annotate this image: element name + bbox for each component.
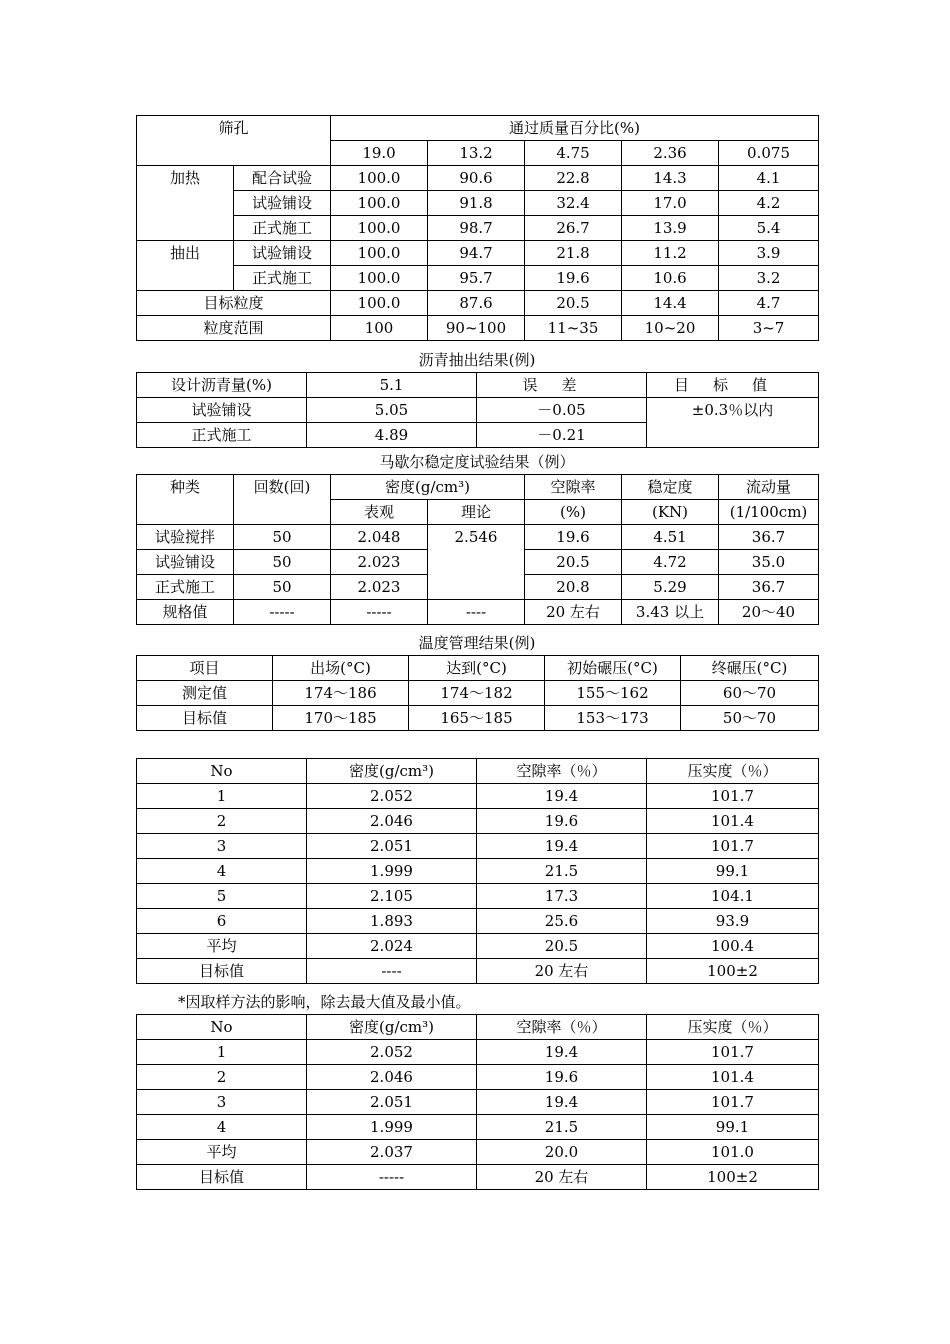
table-cell: 20 左右 (525, 600, 622, 625)
flow-unit: (1/100cm) (719, 500, 819, 525)
table-cell: 101.7 (647, 1040, 819, 1065)
apparent-header: 表观 (331, 500, 428, 525)
table-cell: 91.8 (428, 191, 525, 216)
table-cell: 32.4 (525, 191, 622, 216)
table-cell: 20.5 (525, 550, 622, 575)
asphalt-table (136, 372, 819, 448)
table-cell: 21.5 (477, 1115, 647, 1140)
table-cell: 2.105 (307, 884, 477, 909)
table-cell: 36.7 (719, 575, 819, 600)
compaction-table-2 (136, 1014, 819, 1190)
asphalt-table-block (136, 372, 818, 448)
column-header: 出场(°C) (273, 656, 409, 681)
table-cell: 2.023 (331, 550, 428, 575)
table-cell: 100 (331, 316, 428, 341)
table-cell: 2.046 (307, 1065, 477, 1090)
table-cell: 101.7 (647, 1090, 819, 1115)
sieve-header-cell: 筛孔 (137, 116, 331, 166)
design-asphalt-value: 5.1 (307, 373, 477, 398)
table-row (137, 373, 819, 398)
row-label: 正式施工 (234, 266, 331, 291)
table-cell: 10~20 (622, 316, 719, 341)
table-cell: 60～70 (681, 681, 819, 706)
sieve-size: 2.36 (622, 141, 719, 166)
density-header: 密度(g/cm³) (331, 475, 525, 500)
table-cell: 174～186 (273, 681, 409, 706)
table-cell: 11~35 (525, 316, 622, 341)
temperature-table (136, 655, 819, 731)
table-cell: 101.7 (647, 784, 819, 809)
table-cell: 5.05 (307, 398, 477, 423)
table-cell: 20～40 (719, 600, 819, 625)
gradation-range-row (137, 316, 819, 341)
table-row (137, 859, 819, 884)
table-cell: 2.052 (307, 784, 477, 809)
row-label: 配合试验 (234, 166, 331, 191)
sampling-note: *因取样方法的影响，除去最大值及最小值。 (178, 993, 471, 1011)
table-row (137, 1115, 819, 1140)
table-cell: 20 左右 (477, 959, 647, 984)
table-cell: 94.7 (428, 241, 525, 266)
temperature-title: 温度管理结果(例) (418, 634, 536, 652)
table-cell: 平均 (137, 1140, 307, 1165)
table-cell: 3.2 (719, 266, 819, 291)
table-cell: 2.048 (331, 525, 428, 550)
table-cell: 19.6 (477, 1065, 647, 1090)
compaction-table-2-block (136, 1014, 818, 1190)
table-cell: 4.7 (719, 291, 819, 316)
row-label: 目标值 (137, 706, 273, 731)
temperature-table-block (136, 655, 818, 731)
table-cell: 6 (137, 909, 307, 934)
flow-header: 流动量 (719, 475, 819, 500)
table-cell: 26.7 (525, 216, 622, 241)
marshall-table-block (136, 474, 818, 625)
design-asphalt-header: 设计沥青量(%) (137, 373, 307, 398)
sieve-size: 13.2 (428, 141, 525, 166)
table-row (137, 475, 819, 500)
table-header-row (137, 656, 819, 681)
sieve-table (136, 115, 819, 341)
table-row (137, 884, 819, 909)
table-cell: 17.0 (622, 191, 719, 216)
table-cell: 100.0 (331, 166, 428, 191)
table-cell: 25.6 (477, 909, 647, 934)
stability-header: 稳定度 (622, 475, 719, 500)
kind-header: 种类 (137, 475, 234, 525)
table-cell: 2.023 (331, 575, 428, 600)
table-row (137, 1065, 819, 1090)
table-cell: 平均 (137, 934, 307, 959)
table-cell: 99.1 (647, 859, 819, 884)
spec-row (137, 600, 819, 625)
row-label: 测定值 (137, 681, 273, 706)
table-cell: 36.7 (719, 525, 819, 550)
table-cell: 2.024 (307, 934, 477, 959)
table-cell: 101.7 (647, 834, 819, 859)
table-cell: 174～182 (409, 681, 545, 706)
table-cell: 50 (234, 525, 331, 550)
target-range-value: ±0.3％以内 (647, 398, 819, 448)
table-cell: 4.51 (622, 525, 719, 550)
column-header: 终碾压(°C) (681, 656, 819, 681)
table-cell: 1 (137, 784, 307, 809)
row-label: 正式施工 (137, 575, 234, 600)
table-cell: 19.6 (525, 266, 622, 291)
table-cell: 104.1 (647, 884, 819, 909)
table-cell: 21.8 (525, 241, 622, 266)
table-cell: 22.8 (525, 166, 622, 191)
table-cell: 2.052 (307, 1040, 477, 1065)
table-cell: 3~7 (719, 316, 819, 341)
table-cell: 153～173 (545, 706, 681, 731)
table-row (137, 834, 819, 859)
table-row (137, 959, 819, 984)
target-value-header: 目标值 (647, 373, 819, 398)
table-cell: 4.89 (307, 423, 477, 448)
column-header: No (137, 759, 307, 784)
table-cell: 100.0 (331, 216, 428, 241)
group-extract-label: 抽出 (137, 241, 234, 291)
row-label: 试验铺设 (137, 550, 234, 575)
table-cell: 19.4 (477, 1090, 647, 1115)
table-row (137, 681, 819, 706)
table-row (137, 216, 819, 241)
table-cell: ---- (307, 959, 477, 984)
column-header: 项目 (137, 656, 273, 681)
table-cell: 17.3 (477, 884, 647, 909)
sieve-header-row (137, 116, 819, 141)
table-cell: 1.999 (307, 1115, 477, 1140)
table-cell: 11.2 (622, 241, 719, 266)
theory-density-value: 2.546 (428, 525, 525, 600)
table-row (137, 525, 819, 550)
table-row (137, 706, 819, 731)
table-cell: 50 (234, 575, 331, 600)
column-header: 空隙率（％） (477, 1015, 647, 1040)
table-cell: 19.4 (477, 1040, 647, 1065)
group-heat-label: 加热 (137, 166, 234, 241)
table-row (137, 784, 819, 809)
table-cell: 20.5 (525, 291, 622, 316)
table-cell: 1.893 (307, 909, 477, 934)
table-cell: 14.4 (622, 291, 719, 316)
column-header: 初始碾压(°C) (545, 656, 681, 681)
void-header: 空隙率 (525, 475, 622, 500)
table-cell: 1 (137, 1040, 307, 1065)
row-label: 试验铺设 (234, 241, 331, 266)
table-cell: 100±2 (647, 959, 819, 984)
row-label: 试验搅拌 (137, 525, 234, 550)
table-cell: 21.5 (477, 859, 647, 884)
table-cell: 2.051 (307, 1090, 477, 1115)
table-cell: 2.046 (307, 809, 477, 834)
column-header: No (137, 1015, 307, 1040)
table-cell: 2.051 (307, 834, 477, 859)
table-cell: 35.0 (719, 550, 819, 575)
table-cell: －0.05 (477, 398, 647, 423)
table-cell: 3 (137, 1090, 307, 1115)
row-label: 目标粒度 (137, 291, 331, 316)
table-cell: －0.21 (477, 423, 647, 448)
column-header: 压实度（％） (647, 1015, 819, 1040)
table-cell: 100.4 (647, 934, 819, 959)
table-cell: 20.8 (525, 575, 622, 600)
target-gradation-row (137, 291, 819, 316)
table-cell: 101.4 (647, 809, 819, 834)
table-cell: 5 (137, 884, 307, 909)
table-cell: 13.9 (622, 216, 719, 241)
asphalt-title: 沥青抽出结果(例) (418, 351, 536, 369)
table-row (137, 1140, 819, 1165)
table-cell: 10.6 (622, 266, 719, 291)
table-cell: 20.5 (477, 934, 647, 959)
table-cell: 19.6 (477, 809, 647, 834)
table-cell: 50 (234, 550, 331, 575)
table-cell: ----- (331, 600, 428, 625)
row-label: 规格值 (137, 600, 234, 625)
table-cell: 5.4 (719, 216, 819, 241)
table-cell: 5.29 (622, 575, 719, 600)
table-cell: ---- (428, 600, 525, 625)
table-cell: 100.0 (331, 291, 428, 316)
table-cell: 101.4 (647, 1065, 819, 1090)
table-row (137, 809, 819, 834)
table-cell: 1.999 (307, 859, 477, 884)
table-cell: 20.0 (477, 1140, 647, 1165)
table-cell: 4.1 (719, 166, 819, 191)
table-cell: 87.6 (428, 291, 525, 316)
row-label: 正式施工 (137, 423, 307, 448)
table-row (137, 166, 819, 191)
table-cell: 19.4 (477, 834, 647, 859)
table-cell: 50～70 (681, 706, 819, 731)
table-row (137, 1165, 819, 1190)
table-cell: 100.0 (331, 266, 428, 291)
row-label: 试验铺设 (137, 398, 307, 423)
table-cell: 100.0 (331, 241, 428, 266)
table-cell: 19.4 (477, 784, 647, 809)
column-header: 压实度（％） (647, 759, 819, 784)
marshall-table (136, 474, 819, 625)
table-cell: 165～185 (409, 706, 545, 731)
table-row (137, 266, 819, 291)
marshall-title: 马歇尔稳定度试验结果（例） (379, 453, 575, 471)
void-unit: (%) (525, 500, 622, 525)
table-cell: 90~100 (428, 316, 525, 341)
table-row (137, 909, 819, 934)
table-cell: 14.3 (622, 166, 719, 191)
table-cell: 95.7 (428, 266, 525, 291)
table-cell: 100±2 (647, 1165, 819, 1190)
table-cell: 99.1 (647, 1115, 819, 1140)
theory-header: 理论 (428, 500, 525, 525)
table-cell: 90.6 (428, 166, 525, 191)
table-row (137, 398, 819, 423)
table-header-row (137, 1015, 819, 1040)
table-cell: 4 (137, 1115, 307, 1140)
column-header: 密度(g/cm³) (307, 759, 477, 784)
table-cell: 2.037 (307, 1140, 477, 1165)
pass-percent-header: 通过质量百分比(%) (331, 116, 819, 141)
table-row (137, 1040, 819, 1065)
row-label: 粒度范围 (137, 316, 331, 341)
row-label: 试验铺设 (234, 191, 331, 216)
table-cell: ----- (234, 600, 331, 625)
column-header: 空隙率（％） (477, 759, 647, 784)
table-cell: 101.0 (647, 1140, 819, 1165)
column-header: 达到(°C) (409, 656, 545, 681)
table-cell: 目标值 (137, 959, 307, 984)
table-cell: 100.0 (331, 191, 428, 216)
table-cell: 2 (137, 1065, 307, 1090)
table-cell: 98.7 (428, 216, 525, 241)
stability-unit: (KN) (622, 500, 719, 525)
table-cell: ----- (307, 1165, 477, 1190)
table-cell: 4.72 (622, 550, 719, 575)
table-cell: 2 (137, 809, 307, 834)
row-label: 正式施工 (234, 216, 331, 241)
table-row (137, 1090, 819, 1115)
table-row (137, 241, 819, 266)
table-cell: 3 (137, 834, 307, 859)
table-cell: 目标值 (137, 1165, 307, 1190)
table-row (137, 191, 819, 216)
sieve-size: 0.075 (719, 141, 819, 166)
table-cell: 4.2 (719, 191, 819, 216)
sieve-table-block (136, 115, 818, 341)
sieve-size: 4.75 (525, 141, 622, 166)
table-cell: 4 (137, 859, 307, 884)
table-cell: 20 左右 (477, 1165, 647, 1190)
column-header: 密度(g/cm³) (307, 1015, 477, 1040)
error-header: 误差 (477, 373, 647, 398)
table-cell: 19.6 (525, 525, 622, 550)
compaction-table-1 (136, 758, 819, 984)
count-header: 回数(回) (234, 475, 331, 525)
table-cell: 93.9 (647, 909, 819, 934)
compaction-table-1-block (136, 758, 818, 984)
table-header-row (137, 759, 819, 784)
table-cell: 170～185 (273, 706, 409, 731)
table-cell: 3.43 以上 (622, 600, 719, 625)
table-cell: 3.9 (719, 241, 819, 266)
sieve-size: 19.0 (331, 141, 428, 166)
table-cell: 155～162 (545, 681, 681, 706)
table-row (137, 934, 819, 959)
